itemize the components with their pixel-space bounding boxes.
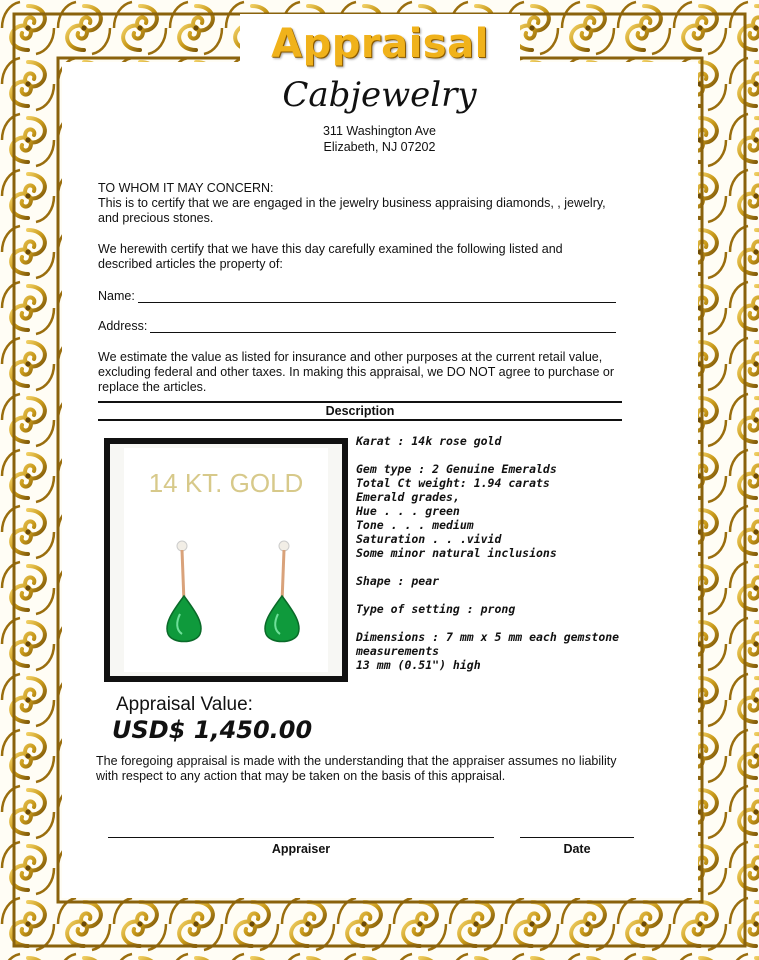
appraisal-value-amount: USD$ 1,450.00 [112, 716, 313, 744]
certify-paragraph: This is to certify that we are engaged in the jewelry business appraising diamonds, , jewelry, and precious stones. [98, 196, 606, 225]
spec-saturation: Saturation . . .vivid [356, 532, 502, 546]
name-line [138, 290, 616, 303]
address-field[interactable] [98, 319, 616, 333]
address-line-1: 311 Washington Ave [322, 124, 437, 138]
address-line-2: Elizabeth, NJ 07202 [323, 140, 436, 154]
spec-inclusions: Some minor natural inclusions [356, 546, 557, 560]
spec-karat: Karat : 14k rose gold [356, 434, 502, 448]
company-name: Cabjewelry [282, 75, 477, 115]
product-photo [104, 438, 348, 682]
address-label: Address: [98, 319, 148, 333]
gem-specifications [356, 434, 676, 672]
spec-hue: Hue . . . green [356, 504, 460, 518]
date-label: Date [563, 842, 591, 856]
name-field[interactable] [98, 289, 616, 303]
salutation: TO WHOM IT MAY CONCERN: [98, 181, 274, 195]
appraiser-label: Appraiser [271, 842, 331, 856]
spec-setting: Type of setting : prong [356, 602, 516, 616]
appraisal-value-label: Appraisal Value: [116, 694, 253, 715]
spec-height: 13 mm (0.51") high [356, 658, 481, 672]
certificate-title: Appraisal [240, 14, 520, 74]
description-header: Description [98, 401, 622, 421]
appraiser-signature-line[interactable] [108, 836, 494, 838]
photo-card-text: 14 KT. GOLD [148, 468, 304, 498]
spec-total-ct: Total Ct weight: 1.94 carats [356, 476, 550, 490]
date-signature-line[interactable] [520, 836, 634, 838]
spec-shape: Shape : pear [356, 574, 440, 588]
spec-measurements: measurements [356, 644, 440, 658]
spec-gem-type: Gem type : 2 Genuine Emeralds [356, 462, 557, 476]
spec-dimensions: Dimensions : 7 mm x 5 mm each gemstone [356, 630, 620, 644]
liability-paragraph: The foregoing appraisal is made with the understanding that the appraiser assumes no liability with respect to any action that may be taken on the basis of this appraisal. [96, 754, 617, 783]
name-label: Name: [98, 289, 135, 303]
address-line [150, 320, 616, 333]
spec-tone: Tone . . . medium [356, 518, 474, 532]
herewith-paragraph: We herewith certify that we have this day carefully examined the following listed and described articles the property of: [98, 242, 563, 271]
spec-grades: Emerald grades, [356, 490, 460, 504]
estimate-paragraph: We estimate the value as listed for insurance and other purposes at the current retail value, excluding federal and other taxes. In making this appraisal, we DO NOT agree to purchase or replace the articles. [98, 350, 615, 394]
